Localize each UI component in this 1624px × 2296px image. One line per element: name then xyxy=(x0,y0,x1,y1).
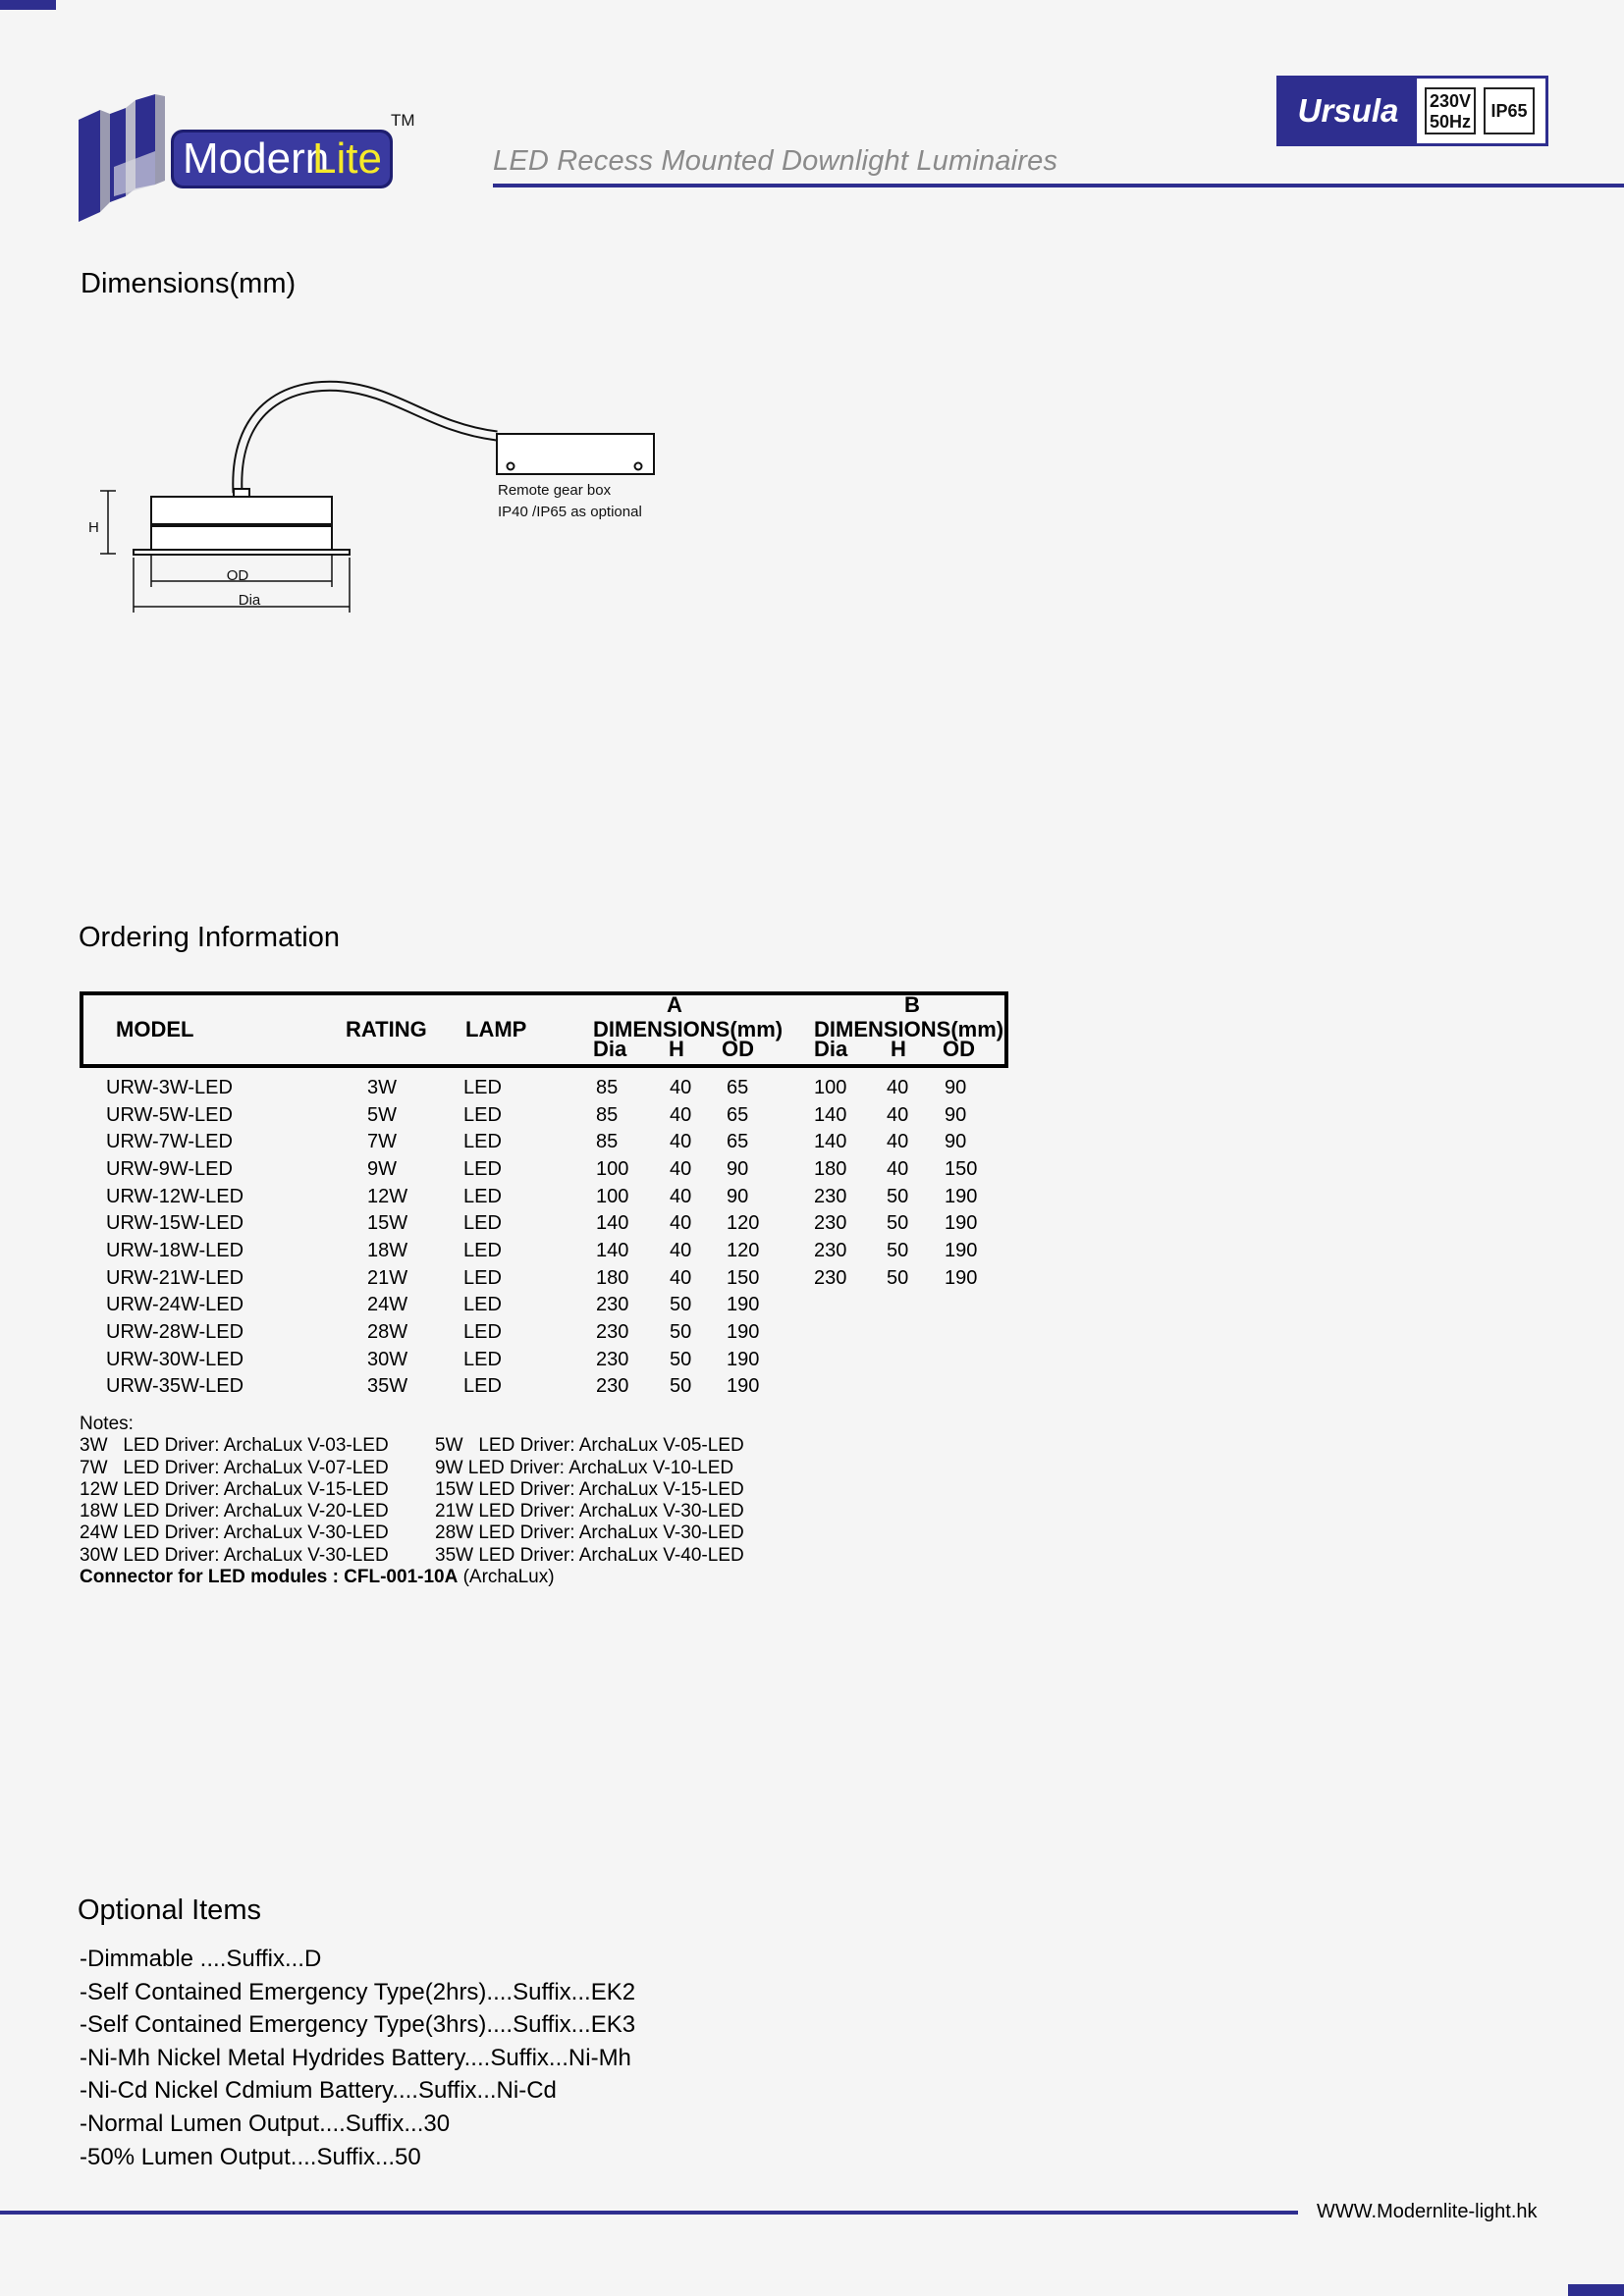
cell-a-h: 40 xyxy=(670,1212,692,1235)
cell-model: URW-9W-LED xyxy=(106,1157,233,1180)
cell-b-h: 50 xyxy=(887,1212,909,1235)
cell-model: URW-28W-LED xyxy=(106,1320,244,1343)
note-item: 12W LED Driver: ArchaLux V-15-LED xyxy=(80,1478,389,1500)
cell-a-od: 65 xyxy=(727,1077,749,1098)
note-item: 5W LED Driver: ArchaLux V-05-LED xyxy=(435,1435,744,1457)
cell-b-od: 190 xyxy=(945,1185,978,1207)
optional-item: -Ni-Cd Nickel Cdmium Battery....Suffix...Ni-Cd xyxy=(80,2077,557,2105)
note-item: 7W LED Driver: ArchaLux V-07-LED xyxy=(80,1457,389,1478)
frequency-value: 50Hz xyxy=(1429,112,1472,132)
cell-a-dia: 230 xyxy=(596,1375,629,1398)
optional-item: -Self Contained Emergency Type(2hrs)....Suffix...EK2 xyxy=(80,1978,636,2005)
dimension-diagram xyxy=(86,373,676,628)
cell-lamp: LED xyxy=(463,1212,502,1235)
cell-a-dia: 230 xyxy=(596,1294,629,1316)
voltage-value: 230V xyxy=(1429,91,1472,111)
cell-a-dia: 140 xyxy=(596,1239,629,1261)
note-item: 30W LED Driver: ArchaLux V-30-LED xyxy=(80,1544,389,1566)
cell-a-od: 120 xyxy=(727,1239,760,1261)
header-b-h: H xyxy=(891,1037,906,1061)
header-dimensions-a: DIMENSIONS(mm) xyxy=(593,1017,784,1041)
cell-rating: 35W xyxy=(367,1375,408,1398)
cell-b-od: 90 xyxy=(945,1103,967,1126)
modernlite-logo xyxy=(77,94,430,222)
product-badge xyxy=(1276,76,1548,146)
cell-b-dia: 230 xyxy=(814,1239,847,1261)
cell-rating: 12W xyxy=(367,1185,408,1207)
header-a-od: OD xyxy=(722,1037,754,1061)
header-dimensions-b: DIMENSIONS(mm) xyxy=(814,1017,1004,1041)
note-item: 35W LED Driver: ArchaLux V-40-LED xyxy=(435,1544,744,1566)
header-group-a: A xyxy=(667,992,682,1017)
cell-lamp: LED xyxy=(463,1131,502,1153)
cell-rating: 24W xyxy=(367,1294,408,1316)
voltage-badge xyxy=(1425,87,1476,134)
header-model: MODEL xyxy=(116,1017,194,1041)
optional-items-heading: Optional Items xyxy=(78,1895,261,1926)
optional-item: -Ni-Mh Nickel Metal Hydrides Battery....Suffix...Ni-Mh xyxy=(80,2044,631,2071)
optional-item: -Normal Lumen Output....Suffix...30 xyxy=(80,2109,451,2137)
cell-b-dia: 140 xyxy=(814,1103,847,1126)
cell-rating: 5W xyxy=(367,1103,397,1126)
cell-a-od: 190 xyxy=(727,1348,760,1370)
footer-divider xyxy=(0,2211,1298,2215)
cell-lamp: LED xyxy=(463,1157,502,1180)
cell-a-dia: 85 xyxy=(596,1103,619,1126)
trademark-symbol: TM xyxy=(391,111,415,130)
cell-b-od: 190 xyxy=(945,1239,978,1261)
cell-rating: 28W xyxy=(367,1320,408,1343)
cell-a-h: 40 xyxy=(670,1077,692,1098)
optional-item: -Self Contained Emergency Type(3hrs)....Suffix...EK3 xyxy=(80,2011,636,2039)
cell-a-od: 190 xyxy=(727,1375,760,1398)
corner-accent-top xyxy=(0,0,56,10)
cell-lamp: LED xyxy=(463,1375,502,1398)
header-a-h: H xyxy=(669,1037,684,1061)
logo-text-modern: Modern xyxy=(183,134,330,183)
dimensions-heading: Dimensions(mm) xyxy=(81,268,297,299)
cell-a-od: 90 xyxy=(727,1157,749,1180)
header-rating: RATING xyxy=(346,1017,427,1041)
cell-b-od: 150 xyxy=(945,1157,978,1180)
cell-a-dia: 85 xyxy=(596,1077,619,1098)
header-divider xyxy=(493,184,1624,187)
cell-lamp: LED xyxy=(463,1348,502,1370)
cell-a-dia: 180 xyxy=(596,1266,629,1289)
ip-rating-badge: IP65 xyxy=(1484,87,1535,134)
cell-a-h: 50 xyxy=(670,1294,692,1316)
header-lamp: LAMP xyxy=(465,1017,527,1041)
cell-rating: 9W xyxy=(367,1157,397,1180)
cell-a-dia: 85 xyxy=(596,1131,619,1153)
gear-box-label: Remote gear box xyxy=(498,482,612,499)
height-label: H xyxy=(88,519,99,536)
cell-b-dia: 230 xyxy=(814,1266,847,1289)
product-category-title: LED Recess Mounted Downlight Luminaires xyxy=(493,145,1058,177)
cell-rating: 30W xyxy=(367,1348,408,1370)
corner-accent-bottom xyxy=(1568,2284,1624,2296)
cell-a-dia: 100 xyxy=(596,1157,629,1180)
cell-lamp: LED xyxy=(463,1294,502,1316)
cell-b-dia: 100 xyxy=(814,1077,847,1098)
od-label: OD xyxy=(226,567,249,584)
cell-lamp: LED xyxy=(463,1077,502,1098)
cell-b-h: 40 xyxy=(887,1157,909,1180)
cell-a-h: 40 xyxy=(670,1185,692,1207)
cell-b-h: 40 xyxy=(887,1077,909,1098)
cell-b-h: 50 xyxy=(887,1239,909,1261)
cell-b-h: 50 xyxy=(887,1266,909,1289)
website-link[interactable]: WWW.Modernlite-light.hk xyxy=(1317,2201,1538,2222)
optional-item: -Dimmable ....Suffix...D xyxy=(80,1946,322,1972)
note-item: 28W LED Driver: ArchaLux V-30-LED xyxy=(435,1522,744,1544)
cell-model: URW-12W-LED xyxy=(106,1185,244,1207)
cell-a-h: 40 xyxy=(670,1103,692,1126)
note-item: 9W LED Driver: ArchaLux V-10-LED xyxy=(435,1457,734,1478)
cell-a-h: 40 xyxy=(670,1239,692,1261)
cell-model: URW-7W-LED xyxy=(106,1131,233,1153)
cell-a-od: 190 xyxy=(727,1294,760,1316)
cell-b-dia: 230 xyxy=(814,1185,847,1207)
cell-a-od: 190 xyxy=(727,1320,760,1343)
cell-b-od: 90 xyxy=(945,1131,967,1153)
cell-b-od: 90 xyxy=(945,1077,967,1098)
connector-brand: (ArchaLux) xyxy=(462,1567,555,1588)
note-item: 3W LED Driver: ArchaLux V-03-LED xyxy=(80,1435,389,1457)
cell-lamp: LED xyxy=(463,1103,502,1126)
cell-a-dia: 100 xyxy=(596,1185,629,1207)
cell-b-dia: 230 xyxy=(814,1212,847,1235)
cell-b-od: 190 xyxy=(945,1266,978,1289)
cell-a-h: 40 xyxy=(670,1266,692,1289)
header-a-dia: Dia xyxy=(593,1037,627,1061)
cell-a-h: 40 xyxy=(670,1157,692,1180)
cell-rating: 15W xyxy=(367,1212,408,1235)
cell-model: URW-5W-LED xyxy=(106,1103,233,1126)
cell-a-od: 65 xyxy=(727,1131,749,1153)
cell-lamp: LED xyxy=(463,1239,502,1261)
note-item: 15W LED Driver: ArchaLux V-15-LED xyxy=(435,1478,744,1500)
cell-lamp: LED xyxy=(463,1185,502,1207)
cell-rating: 18W xyxy=(367,1239,408,1261)
header-b-dia: Dia xyxy=(814,1037,848,1061)
dia-label: Dia xyxy=(238,592,261,609)
cell-model: URW-24W-LED xyxy=(106,1294,244,1316)
cell-a-h: 50 xyxy=(670,1375,692,1398)
optional-item: -50% Lumen Output....Suffix...50 xyxy=(80,2143,421,2170)
cell-a-dia: 230 xyxy=(596,1320,629,1343)
cell-rating: 21W xyxy=(367,1266,408,1289)
cell-rating: 3W xyxy=(367,1077,397,1098)
notes-title: Notes: xyxy=(80,1414,134,1434)
note-item: 21W LED Driver: ArchaLux V-30-LED xyxy=(435,1501,744,1522)
note-item: 24W LED Driver: ArchaLux V-30-LED xyxy=(80,1522,389,1544)
cell-model: URW-35W-LED xyxy=(106,1375,244,1398)
cell-model: URW-15W-LED xyxy=(106,1212,244,1235)
cell-a-h: 40 xyxy=(670,1131,692,1153)
optional-items-list xyxy=(80,1943,635,2173)
connector-label: Connector for LED modules : CFL-001-10A xyxy=(80,1567,459,1588)
cell-a-h: 50 xyxy=(670,1320,692,1343)
gear-box-ip-label: IP40 /IP65 as optional xyxy=(498,504,642,520)
note-item: 18W LED Driver: ArchaLux V-20-LED xyxy=(80,1501,389,1522)
cell-a-dia: 230 xyxy=(596,1348,629,1370)
cell-a-od: 120 xyxy=(727,1212,760,1235)
cell-b-od: 190 xyxy=(945,1212,978,1235)
cell-b-dia: 180 xyxy=(814,1157,847,1180)
cell-a-od: 150 xyxy=(727,1266,760,1289)
cell-b-dia: 140 xyxy=(814,1131,847,1153)
cell-b-h: 40 xyxy=(887,1131,909,1153)
cell-a-h: 50 xyxy=(670,1348,692,1370)
cell-b-h: 40 xyxy=(887,1103,909,1126)
header-b-od: OD xyxy=(943,1037,975,1061)
cell-lamp: LED xyxy=(463,1320,502,1343)
header-group-b: B xyxy=(904,992,920,1017)
notes-section xyxy=(80,1414,769,1588)
cell-lamp: LED xyxy=(463,1266,502,1289)
cell-a-od: 90 xyxy=(727,1185,749,1207)
ordering-heading: Ordering Information xyxy=(79,922,340,953)
cell-model: URW-3W-LED xyxy=(106,1077,233,1098)
cell-b-h: 50 xyxy=(887,1185,909,1207)
cell-a-dia: 140 xyxy=(596,1212,629,1235)
cell-a-od: 65 xyxy=(727,1103,749,1126)
cell-model: URW-18W-LED xyxy=(106,1239,244,1261)
logo-text-lite: Lite xyxy=(312,134,382,183)
connector-note xyxy=(80,1567,769,1588)
cell-rating: 7W xyxy=(367,1131,397,1153)
cell-model: URW-30W-LED xyxy=(106,1348,244,1370)
product-name: Ursula xyxy=(1279,79,1417,143)
cell-model: URW-21W-LED xyxy=(106,1266,244,1289)
